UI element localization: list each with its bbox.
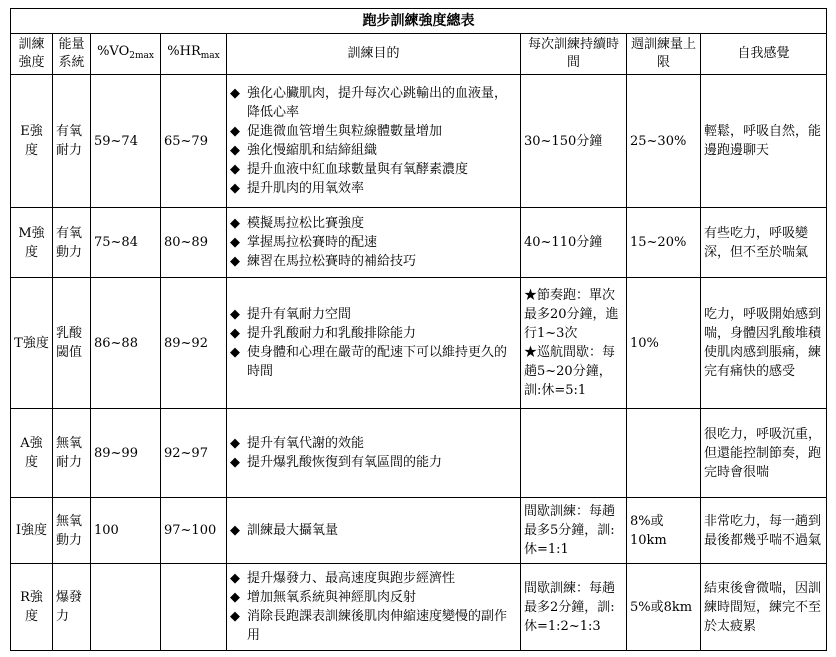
duration-cell: 間歇訓練：每趟最多5分鐘，訓:休=1:1 bbox=[521, 498, 627, 564]
vo2-cell: 86~88 bbox=[91, 278, 161, 409]
diamond-bullet-icon: ◆ bbox=[230, 609, 240, 624]
feeling-cell: 結束後會微喘，因訓練時間短，練完不至於太疲累 bbox=[701, 564, 827, 651]
header-vo2 bbox=[91, 34, 161, 75]
goal-item bbox=[230, 305, 517, 324]
hr-cell: 80~89 bbox=[161, 208, 227, 278]
diamond-bullet-icon: ◆ bbox=[230, 86, 240, 101]
hr-cell: 97~100 bbox=[161, 498, 227, 564]
duration-note bbox=[524, 286, 623, 343]
duration-note-text: 巡航間歇：每趟5~20分鐘，訓:休=5:1 bbox=[524, 345, 616, 398]
goal-item bbox=[230, 141, 517, 160]
goal-item bbox=[230, 179, 517, 198]
hr-cell bbox=[161, 564, 227, 651]
header-energy: 能量系統 bbox=[53, 34, 91, 75]
goal-text: 增加無氧系統與神經肌肉反射 bbox=[247, 590, 417, 605]
goals-cell bbox=[227, 208, 521, 278]
goal-text: 消除長跑課表訓練後肌肉伸縮速度變慢的副作用 bbox=[247, 609, 508, 643]
goal-item bbox=[230, 343, 517, 381]
header-row bbox=[11, 34, 827, 75]
header-hr-sub: max bbox=[200, 51, 220, 61]
table-row bbox=[11, 208, 827, 278]
goal-item bbox=[230, 588, 517, 607]
weekly-volume-cell: 8%或10km bbox=[627, 498, 701, 564]
duration-cell: 間歇訓練：每趟最多2分鐘，訓:休=1:2~1:3 bbox=[521, 564, 627, 651]
table-body bbox=[11, 75, 827, 651]
diamond-bullet-icon: ◆ bbox=[230, 181, 240, 196]
goal-text: 提升爆發力、最高速度與跑步經濟性 bbox=[247, 571, 456, 586]
diamond-bullet-icon: ◆ bbox=[230, 571, 240, 586]
header-hr-label: %HR bbox=[167, 44, 201, 59]
level-cell: R強度 bbox=[11, 564, 53, 651]
goal-text: 掌握馬拉松賽時的配速 bbox=[247, 235, 378, 250]
goal-item bbox=[230, 84, 517, 122]
level-cell: I強度 bbox=[11, 498, 53, 564]
header-weekly: 週訓練量上限 bbox=[627, 34, 701, 75]
duration-note bbox=[524, 343, 623, 400]
table-row bbox=[11, 498, 827, 564]
goals-cell bbox=[227, 498, 521, 564]
energy-system-cell: 乳酸閾值 bbox=[53, 278, 91, 409]
goal-text: 提升乳酸耐力和乳酸排除能力 bbox=[247, 326, 417, 341]
hr-cell: 89~92 bbox=[161, 278, 227, 409]
energy-system-cell: 有氧耐力 bbox=[53, 75, 91, 208]
goal-text: 訓練最大攝氧量 bbox=[247, 523, 339, 538]
goals-list bbox=[230, 569, 517, 645]
energy-system-cell: 無氧耐力 bbox=[53, 409, 91, 498]
goal-item bbox=[230, 252, 517, 271]
level-cell: A強度 bbox=[11, 409, 53, 498]
table-title: 跑步訓練強度總表 bbox=[11, 9, 827, 34]
goal-item bbox=[230, 453, 517, 472]
level-cell: T強度 bbox=[11, 278, 53, 409]
header-vo2-sub: 2max bbox=[129, 51, 154, 61]
weekly-volume-cell: 25~30% bbox=[627, 75, 701, 208]
diamond-bullet-icon: ◆ bbox=[230, 143, 240, 158]
vo2-cell: 100 bbox=[91, 498, 161, 564]
diamond-bullet-icon: ◆ bbox=[230, 590, 240, 605]
feeling-cell: 非常吃力，每一趟到最後都幾乎喘不過氣 bbox=[701, 498, 827, 564]
diamond-bullet-icon: ◆ bbox=[230, 254, 240, 269]
diamond-bullet-icon: ◆ bbox=[230, 216, 240, 231]
duration-cell bbox=[521, 409, 627, 498]
goals-list bbox=[230, 434, 517, 472]
table-row bbox=[11, 75, 827, 208]
goals-list bbox=[230, 305, 517, 381]
training-intensity-table bbox=[10, 8, 827, 651]
vo2-cell: 75~84 bbox=[91, 208, 161, 278]
goal-text: 強化心臟肌肉，提升每次心跳輸出的血液量，降低心率 bbox=[247, 86, 508, 120]
diamond-bullet-icon: ◆ bbox=[230, 326, 240, 341]
goal-item bbox=[230, 521, 517, 540]
weekly-volume-cell: 10% bbox=[627, 278, 701, 409]
star-icon: ★ bbox=[524, 288, 538, 303]
feeling-cell: 吃力，呼吸開始感到喘，身體因乳酸堆積使肌肉感到脹痛，練完有痛快的感受 bbox=[701, 278, 827, 409]
goals-cell bbox=[227, 75, 521, 208]
goal-text: 使身體和心理在嚴苛的配速下可以維持更久的時間 bbox=[247, 345, 508, 379]
training-table-container bbox=[10, 8, 827, 651]
diamond-bullet-icon: ◆ bbox=[230, 436, 240, 451]
header-level: 訓練強度 bbox=[11, 34, 53, 75]
goal-item bbox=[230, 160, 517, 179]
goals-list bbox=[230, 521, 517, 540]
weekly-volume-cell bbox=[627, 409, 701, 498]
goal-text: 提升爆乳酸恢復到有氧區間的能力 bbox=[247, 455, 443, 470]
table-row bbox=[11, 409, 827, 498]
goal-text: 模擬馬拉松比賽強度 bbox=[247, 216, 365, 231]
diamond-bullet-icon: ◆ bbox=[230, 307, 240, 322]
goals-list bbox=[230, 84, 517, 198]
goal-item bbox=[230, 233, 517, 252]
header-duration: 每次訓練持續時間 bbox=[521, 34, 627, 75]
goal-item bbox=[230, 214, 517, 233]
diamond-bullet-icon: ◆ bbox=[230, 345, 240, 360]
goal-item bbox=[230, 569, 517, 588]
goals-list bbox=[230, 214, 517, 271]
table-row bbox=[11, 278, 827, 409]
weekly-volume-cell: 15~20% bbox=[627, 208, 701, 278]
diamond-bullet-icon: ◆ bbox=[230, 523, 240, 538]
goal-item bbox=[230, 434, 517, 453]
weekly-volume-cell: 5%或8km bbox=[627, 564, 701, 651]
goals-cell bbox=[227, 564, 521, 651]
level-cell: E強度 bbox=[11, 75, 53, 208]
hr-cell: 92~97 bbox=[161, 409, 227, 498]
goals-cell bbox=[227, 278, 521, 409]
vo2-cell bbox=[91, 564, 161, 651]
diamond-bullet-icon: ◆ bbox=[230, 162, 240, 177]
goal-item bbox=[230, 122, 517, 141]
vo2-cell: 89~99 bbox=[91, 409, 161, 498]
goals-cell bbox=[227, 409, 521, 498]
star-icon: ★ bbox=[524, 345, 538, 360]
level-cell: M強度 bbox=[11, 208, 53, 278]
table-row bbox=[11, 564, 827, 651]
goal-text: 提升有氧耐力空間 bbox=[247, 307, 352, 322]
hr-cell: 65~79 bbox=[161, 75, 227, 208]
energy-system-cell: 爆發力 bbox=[53, 564, 91, 651]
feeling-cell: 很吃力，呼吸沉重，但還能控制節奏，跑完時會很喘 bbox=[701, 409, 827, 498]
goal-text: 練習在馬拉松賽時的補給技巧 bbox=[247, 254, 417, 269]
goal-text: 提升肌肉的用氧效率 bbox=[247, 181, 365, 196]
header-vo2-label: %VO bbox=[97, 44, 130, 59]
feeling-cell: 有些吃力，呼吸變深，但不至於喘氣 bbox=[701, 208, 827, 278]
duration-note-text: 節奏跑：單次最多20分鐘，進行1~3次 bbox=[524, 288, 619, 341]
header-feeling: 自我感覺 bbox=[701, 34, 827, 75]
vo2-cell: 59~74 bbox=[91, 75, 161, 208]
header-goals: 訓練目的 bbox=[227, 34, 521, 75]
goal-text: 提升血液中紅血球數量與有氧酵素濃度 bbox=[247, 162, 469, 177]
goal-text: 強化慢縮肌和結締組織 bbox=[247, 143, 378, 158]
duration-cell bbox=[521, 278, 627, 409]
goal-text: 促進微血管增生與粒線體數量增加 bbox=[247, 124, 443, 139]
diamond-bullet-icon: ◆ bbox=[230, 455, 240, 470]
diamond-bullet-icon: ◆ bbox=[230, 235, 240, 250]
energy-system-cell: 有氧動力 bbox=[53, 208, 91, 278]
feeling-cell: 輕鬆，呼吸自然，能邊跑邊聊天 bbox=[701, 75, 827, 208]
diamond-bullet-icon: ◆ bbox=[230, 124, 240, 139]
duration-cell: 30~150分鐘 bbox=[521, 75, 627, 208]
header-hr bbox=[161, 34, 227, 75]
goal-item bbox=[230, 324, 517, 343]
goal-text: 提升有氧代謝的效能 bbox=[247, 436, 365, 451]
duration-cell: 40~110分鐘 bbox=[521, 208, 627, 278]
energy-system-cell: 無氧動力 bbox=[53, 498, 91, 564]
goal-item bbox=[230, 607, 517, 645]
